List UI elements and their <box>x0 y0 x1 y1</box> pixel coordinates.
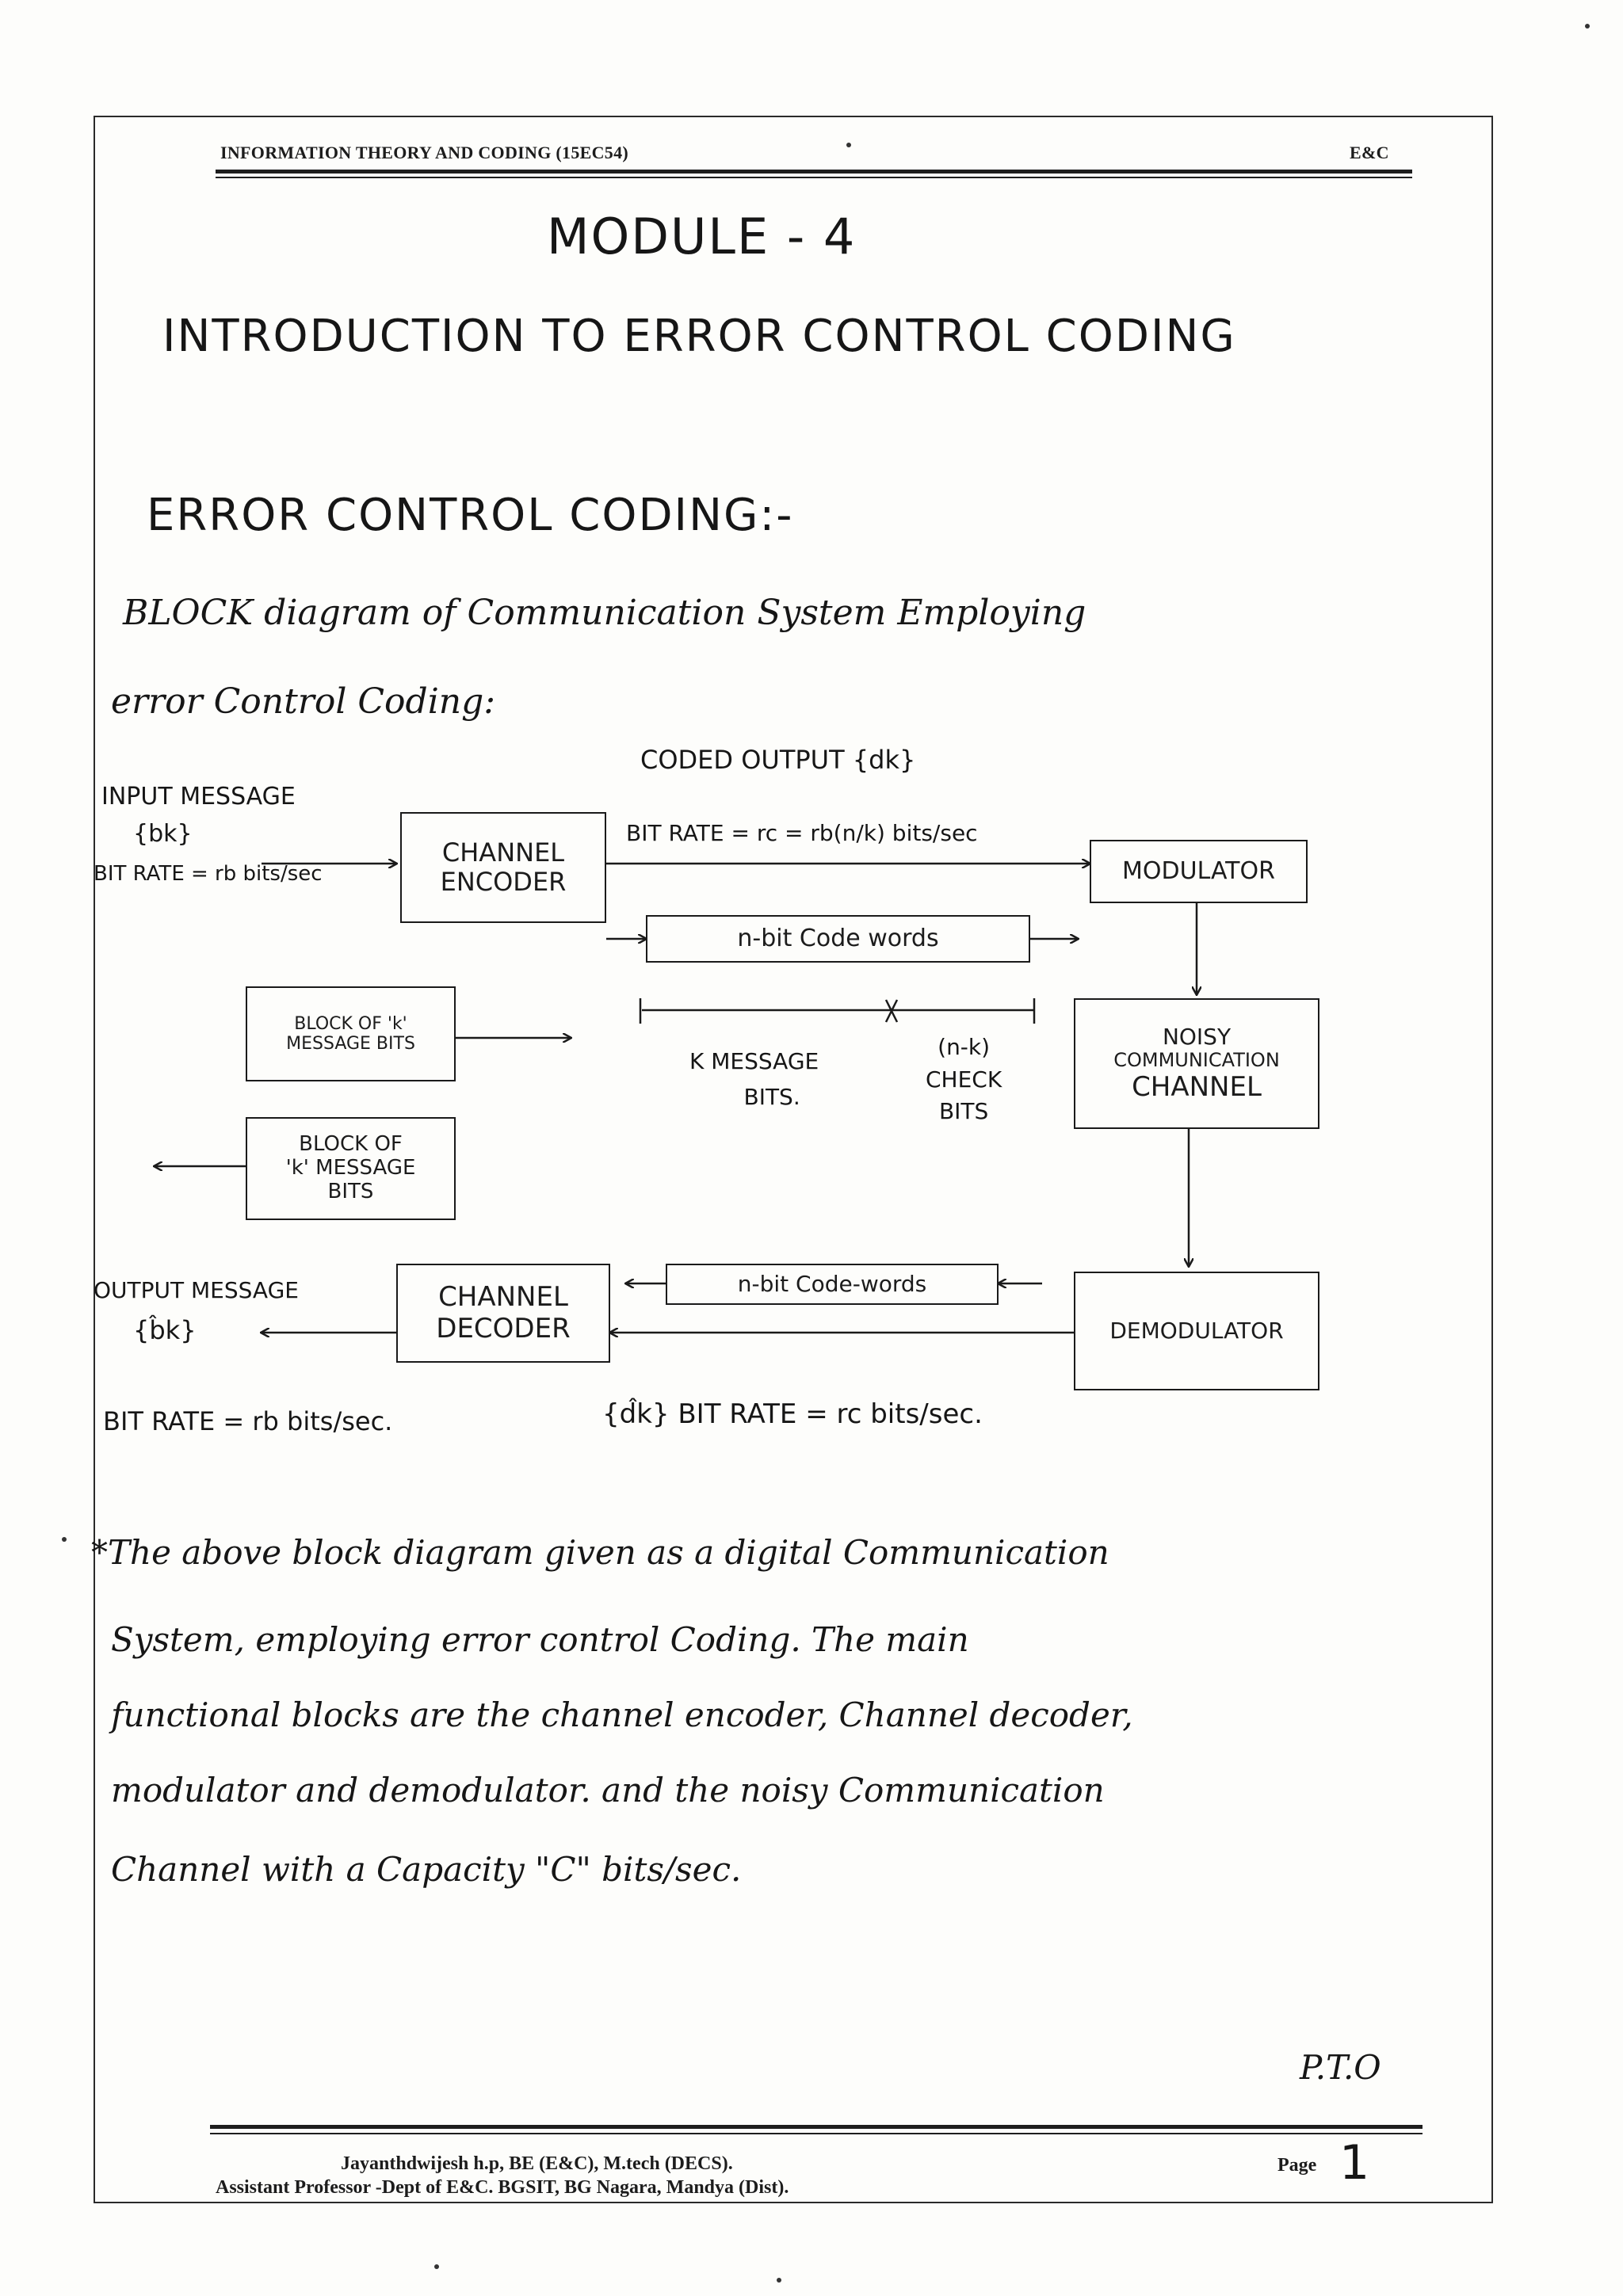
check-bits-label <box>926 1032 1002 1128</box>
modulator-label: MODULATOR <box>1122 856 1275 885</box>
scan-speck <box>846 143 851 147</box>
channel-encoder-block <box>400 812 606 923</box>
block-k-message-bits-in <box>246 986 456 1081</box>
codeword-tx-box <box>646 915 1030 963</box>
footer-rule <box>210 2125 1423 2129</box>
k-message-line-1: K MESSAGE <box>689 1048 819 1074</box>
paragraph-line-1: *The above block diagram given as a digital Communication <box>91 1533 1109 1572</box>
block-k-message-bits-out <box>246 1117 456 1220</box>
decoder-line-2: DECODER <box>436 1312 571 1344</box>
coded-output-label: CODED OUTPUT {dk} <box>640 745 916 775</box>
scan-speck <box>62 1537 67 1542</box>
check-bits-line-1: (n-k) <box>938 1034 991 1060</box>
received-bitrate: {d̂k} BIT RATE = rc bits/sec. <box>602 1398 983 1430</box>
footer-rule-thin <box>210 2133 1423 2134</box>
k-message-line-2: BITS. <box>743 1083 800 1110</box>
paragraph-line-2: System, employing error control Coding. The main <box>111 1620 969 1659</box>
channel-line-3: CHANNEL <box>1132 1070 1262 1103</box>
paragraph-line-5: Channel with a Capacity "C" bits/sec. <box>111 1850 742 1889</box>
scan-speck <box>1585 24 1590 29</box>
scan-speck <box>434 2264 439 2269</box>
encoder-line-2: ENCODER <box>440 867 567 897</box>
decoder-line-1: CHANNEL <box>438 1281 568 1314</box>
check-bits-line-3: BITS <box>938 1098 989 1125</box>
course-header: INFORMATION THEORY AND CODING (15EC54) <box>220 143 629 162</box>
intro-line-1: BLOCK diagram of Communication System Employing <box>123 593 1086 633</box>
pto-note: P.T.O <box>1300 2048 1381 2087</box>
demodulator-block <box>1074 1272 1319 1390</box>
demodulator-label: DEMODULATOR <box>1109 1317 1284 1344</box>
footer-page-label: Page <box>1277 2155 1317 2176</box>
output-symbol: {b̂k} <box>133 1315 197 1345</box>
codeword-tx-label: n-bit Code words <box>737 924 939 952</box>
intro-line-2: error Control Coding: <box>111 681 496 722</box>
block-k-in-line-1: BLOCK OF 'k' <box>294 1013 407 1034</box>
input-symbol: {bk} <box>133 820 193 848</box>
channel-decoder-block <box>396 1264 610 1363</box>
noisy-channel-block <box>1074 998 1319 1129</box>
channel-line-1: NOISY <box>1162 1024 1232 1051</box>
module-title: MODULE - 4 <box>547 208 857 265</box>
block-k-out-line-2: 'k' MESSAGE <box>285 1156 416 1180</box>
chapter-title: INTRODUCTION TO ERROR CONTROL CODING <box>162 311 1236 362</box>
modulator-block <box>1090 840 1308 903</box>
paragraph-line-4: modulator and demodulator. and the noisy Communication <box>111 1771 1105 1810</box>
k-message-bits-label <box>689 1044 819 1116</box>
paragraph-line-3: functional blocks are the channel encoder, Channel decoder, <box>111 1695 1133 1734</box>
footer-position: Assistant Professor -Dept of E&C. BGSIT, BG Nagara, Mandya (Dist). <box>216 2177 789 2198</box>
output-message-label: OUTPUT MESSAGE <box>94 1277 299 1303</box>
scan-speck <box>777 2278 781 2283</box>
output-bitrate: BIT RATE = rb bits/sec. <box>103 1406 393 1436</box>
dept-header: E&C <box>1350 143 1389 162</box>
footer-author: Jayanthdwijesh h.p, BE (E&C), M.tech (DECS). <box>341 2153 733 2174</box>
check-bits-line-2: CHECK <box>926 1066 1002 1093</box>
block-k-in-line-2: MESSAGE BITS <box>286 1034 415 1054</box>
channel-line-2: COMMUNICATION <box>1113 1049 1280 1072</box>
codeword-rx-box <box>666 1264 999 1305</box>
input-message-label: INPUT MESSAGE <box>101 783 296 810</box>
block-k-out-line-1: BLOCK OF <box>299 1132 403 1157</box>
footer-page-number: 1 <box>1339 2135 1370 2191</box>
input-bitrate: BIT RATE = rb bits/sec <box>94 862 323 886</box>
codeword-rx-label: n-bit Code-words <box>737 1270 927 1297</box>
encoder-line-1: CHANNEL <box>441 837 565 868</box>
block-k-out-line-3: BITS <box>327 1179 374 1203</box>
section-heading: ERROR CONTROL CODING:- <box>147 490 794 541</box>
encoder-bitrate: BIT RATE = rc = rb(n/k) bits/sec <box>626 820 978 846</box>
